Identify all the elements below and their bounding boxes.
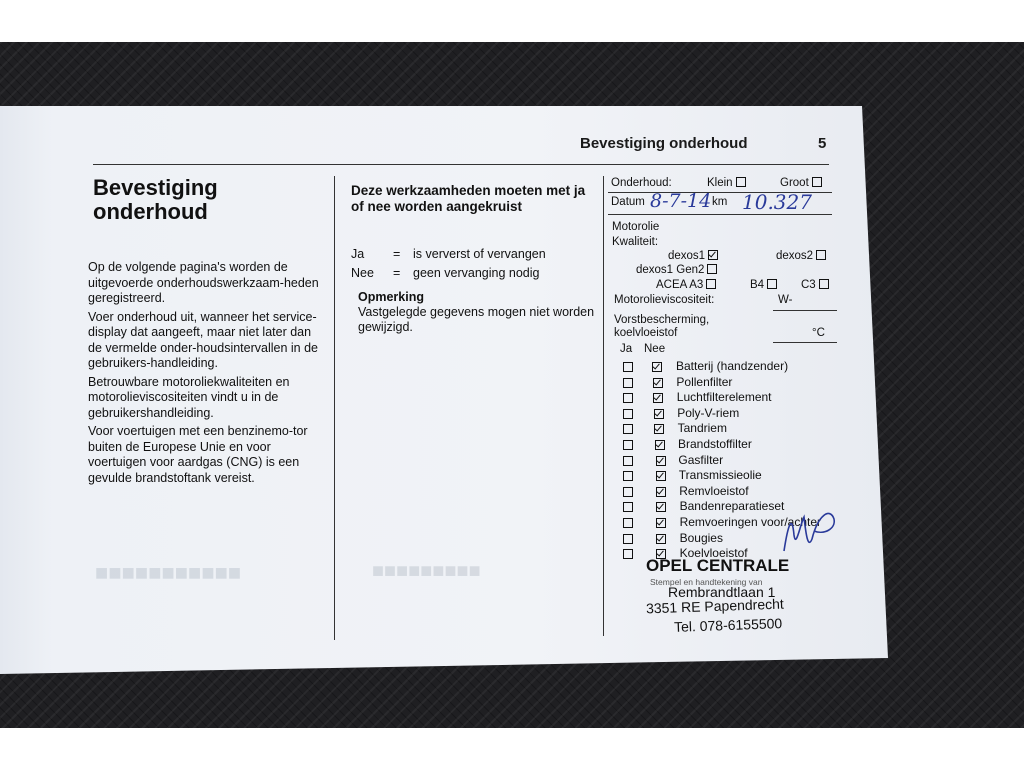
groot-label: Groot bbox=[780, 177, 809, 189]
ja-checkbox[interactable] bbox=[623, 362, 633, 372]
checklist-item-label: Bandenreparatieset bbox=[679, 499, 785, 514]
km-handwritten: 10.327 bbox=[742, 190, 812, 214]
stamp-caption: Stempel en handtekening van bbox=[650, 577, 763, 587]
vorst-unit: °C bbox=[812, 327, 825, 339]
ja-checkbox[interactable] bbox=[623, 487, 633, 497]
column-divider-2 bbox=[603, 176, 604, 636]
legend-key: Ja bbox=[351, 247, 365, 261]
nee-checkbox[interactable] bbox=[652, 362, 662, 372]
checklist-item-label: Remvloeistof bbox=[679, 483, 749, 498]
nee-checkbox[interactable] bbox=[656, 487, 666, 497]
nee-checkbox[interactable] bbox=[656, 502, 666, 512]
groot-option bbox=[780, 177, 822, 189]
nee-checkbox[interactable] bbox=[656, 471, 666, 481]
acea-checkbox[interactable] bbox=[706, 279, 716, 289]
nee-checkbox[interactable] bbox=[656, 534, 666, 544]
dexos2-option bbox=[776, 250, 826, 262]
klein-label: Klein bbox=[707, 177, 733, 189]
dexos2-checkbox[interactable] bbox=[816, 250, 826, 260]
nee-checkbox[interactable] bbox=[654, 409, 664, 419]
ja-checkbox[interactable] bbox=[623, 518, 633, 528]
intro-text bbox=[88, 260, 328, 489]
vorst-label-2: koelvloeistof bbox=[614, 327, 678, 339]
dexos1-option bbox=[668, 250, 718, 262]
checklist-item-label: Bougies bbox=[679, 530, 723, 545]
checklist-item-label: Luchtfilterelement bbox=[676, 390, 772, 405]
dexos1-label: dexos1 bbox=[668, 250, 706, 262]
legend-key: Nee bbox=[351, 266, 374, 280]
page-number: 5 bbox=[818, 135, 827, 152]
stamp-phone: Tel. 078-6155500 bbox=[673, 615, 783, 635]
top-white-band bbox=[0, 0, 1024, 42]
ja-checkbox[interactable] bbox=[623, 440, 633, 450]
intro-title-line-1: Bevestiging bbox=[93, 175, 218, 200]
page-header-title: Bevestiging onderhoud bbox=[580, 135, 748, 152]
stamp-company-name: OPEL CENTRALE bbox=[646, 556, 790, 575]
datum-label: Datum bbox=[611, 196, 645, 208]
nee-checkbox[interactable] bbox=[655, 440, 665, 450]
checklist-item-label: Gasfilter bbox=[678, 452, 724, 467]
bottom-white-band bbox=[0, 728, 1024, 768]
form-rule bbox=[608, 214, 832, 215]
checklist-item-label: Poly-V-riem bbox=[677, 405, 740, 420]
nee-checkbox[interactable] bbox=[653, 393, 663, 403]
datum-handwritten: 8-7-14 bbox=[650, 190, 712, 212]
checklist-item-label: Koelvloeistof bbox=[679, 546, 748, 561]
checklist-item-label: Transmissieolie bbox=[678, 468, 762, 483]
legend-sep: = bbox=[393, 266, 401, 280]
viscositeit-label: Motorolieviscositeit: bbox=[614, 294, 715, 306]
checklist-item-label: Pollenfilter bbox=[676, 374, 733, 389]
dexos1gen2-checkbox[interactable] bbox=[707, 264, 717, 274]
intro-title-line-2: onderhoud bbox=[93, 199, 208, 224]
nee-checkbox[interactable] bbox=[654, 424, 664, 434]
remark-text: Vastgelegde gegevens mogen niet worden gewijzigd. bbox=[358, 305, 595, 334]
kwaliteit-label: Kwaliteit: bbox=[612, 236, 659, 248]
intro-title bbox=[93, 176, 218, 224]
ja-checkbox[interactable] bbox=[623, 393, 633, 403]
nee-column-header: Nee bbox=[644, 343, 666, 355]
b4-label: B4 bbox=[750, 279, 765, 291]
ja-checkbox[interactable] bbox=[623, 471, 633, 481]
vorst-label-1: Vorstbescherming, bbox=[614, 314, 710, 326]
klein-checkbox[interactable] bbox=[736, 177, 746, 187]
instructions-title: Deze werkzaamheden moeten met ja of nee worden aangekruist bbox=[351, 183, 586, 214]
intro-paragraph: Voor voertuigen met een benzinemo-tor buiten de Europese Unie en voor voertuigen voor aardgas (CNG) is een gevulde brandstoftank vereist. bbox=[88, 424, 308, 485]
vorst-field-line[interactable] bbox=[773, 342, 837, 343]
ja-checkbox[interactable] bbox=[623, 534, 633, 544]
dexos1gen2-label: dexos1 Gen2 bbox=[636, 264, 705, 276]
motorolie-label: Motorolie bbox=[612, 221, 660, 233]
dexos2-label: dexos2 bbox=[776, 250, 814, 262]
header-divider bbox=[93, 164, 829, 165]
c3-label: C3 bbox=[801, 279, 816, 291]
checklist-item-label: Batterij (handzender) bbox=[676, 359, 789, 373]
ja-checkbox[interactable] bbox=[623, 424, 633, 434]
c3-checkbox[interactable] bbox=[819, 279, 829, 289]
show-through-stamp-middle: ■■■■■■■■■ bbox=[372, 560, 481, 582]
column-divider-1 bbox=[334, 176, 335, 640]
ja-checkbox[interactable] bbox=[623, 502, 633, 512]
nee-checkbox[interactable] bbox=[653, 378, 663, 388]
stamp-city: 3351 RE Papendrecht bbox=[645, 595, 785, 617]
ja-checkbox[interactable] bbox=[623, 409, 633, 419]
ja-checkbox[interactable] bbox=[623, 378, 633, 388]
intro-paragraph: Voer onderhoud uit, wanneer het service-display dat aangeeft, maar niet later dan de vermelde onder-houdsintervallen in de gebruikers-handleiding. bbox=[88, 309, 319, 370]
intro-paragraph: Betrouwbare motoroliekwaliteiten en motorolieviscositeiten vindt u in de gebruikershandleiding. bbox=[88, 374, 290, 420]
dexos1-checkbox[interactable] bbox=[708, 250, 718, 260]
ja-checkbox[interactable] bbox=[623, 549, 633, 559]
onderhoud-label: Onderhoud: bbox=[611, 177, 672, 189]
ja-checkbox[interactable] bbox=[623, 456, 633, 466]
klein-option bbox=[707, 177, 746, 189]
remark-title: Opmerking bbox=[358, 290, 424, 304]
viscositeit-value: W- bbox=[778, 294, 793, 306]
checklist-item-label: Tandriem bbox=[677, 421, 727, 436]
c3-option bbox=[801, 279, 829, 291]
km-label: km bbox=[712, 196, 728, 208]
nee-checkbox[interactable] bbox=[656, 456, 666, 466]
intro-paragraph: Op de volgende pagina's worden de uitgevoerde onderhoudswerkzaam-heden geregistreerd. bbox=[88, 260, 319, 305]
ja-column-header: Ja bbox=[620, 343, 633, 355]
show-through-stamp-left: ■■■■■■■■■■■ bbox=[95, 560, 242, 585]
viscositeit-field-line[interactable] bbox=[773, 310, 837, 311]
groot-checkbox[interactable] bbox=[812, 177, 822, 187]
acea-label: ACEA A3 bbox=[656, 279, 704, 291]
checklist-item-label: Brandstoffilter bbox=[678, 437, 752, 451]
stamp-street: Rembrandtlaan 1 bbox=[668, 584, 776, 600]
dexos1gen2-option bbox=[636, 264, 717, 276]
b4-checkbox[interactable] bbox=[767, 279, 777, 289]
legend-sep: = bbox=[393, 247, 401, 261]
handwritten-signature bbox=[778, 505, 840, 555]
legend-meaning: is ververst of vervangen bbox=[413, 247, 546, 261]
legend-meaning: geen vervanging nodig bbox=[413, 266, 540, 280]
acea-option bbox=[656, 279, 716, 291]
nee-checkbox[interactable] bbox=[656, 518, 666, 528]
b4-option bbox=[750, 279, 777, 291]
checklist-item-label: Remvoeringen voor/achter bbox=[679, 515, 821, 529]
